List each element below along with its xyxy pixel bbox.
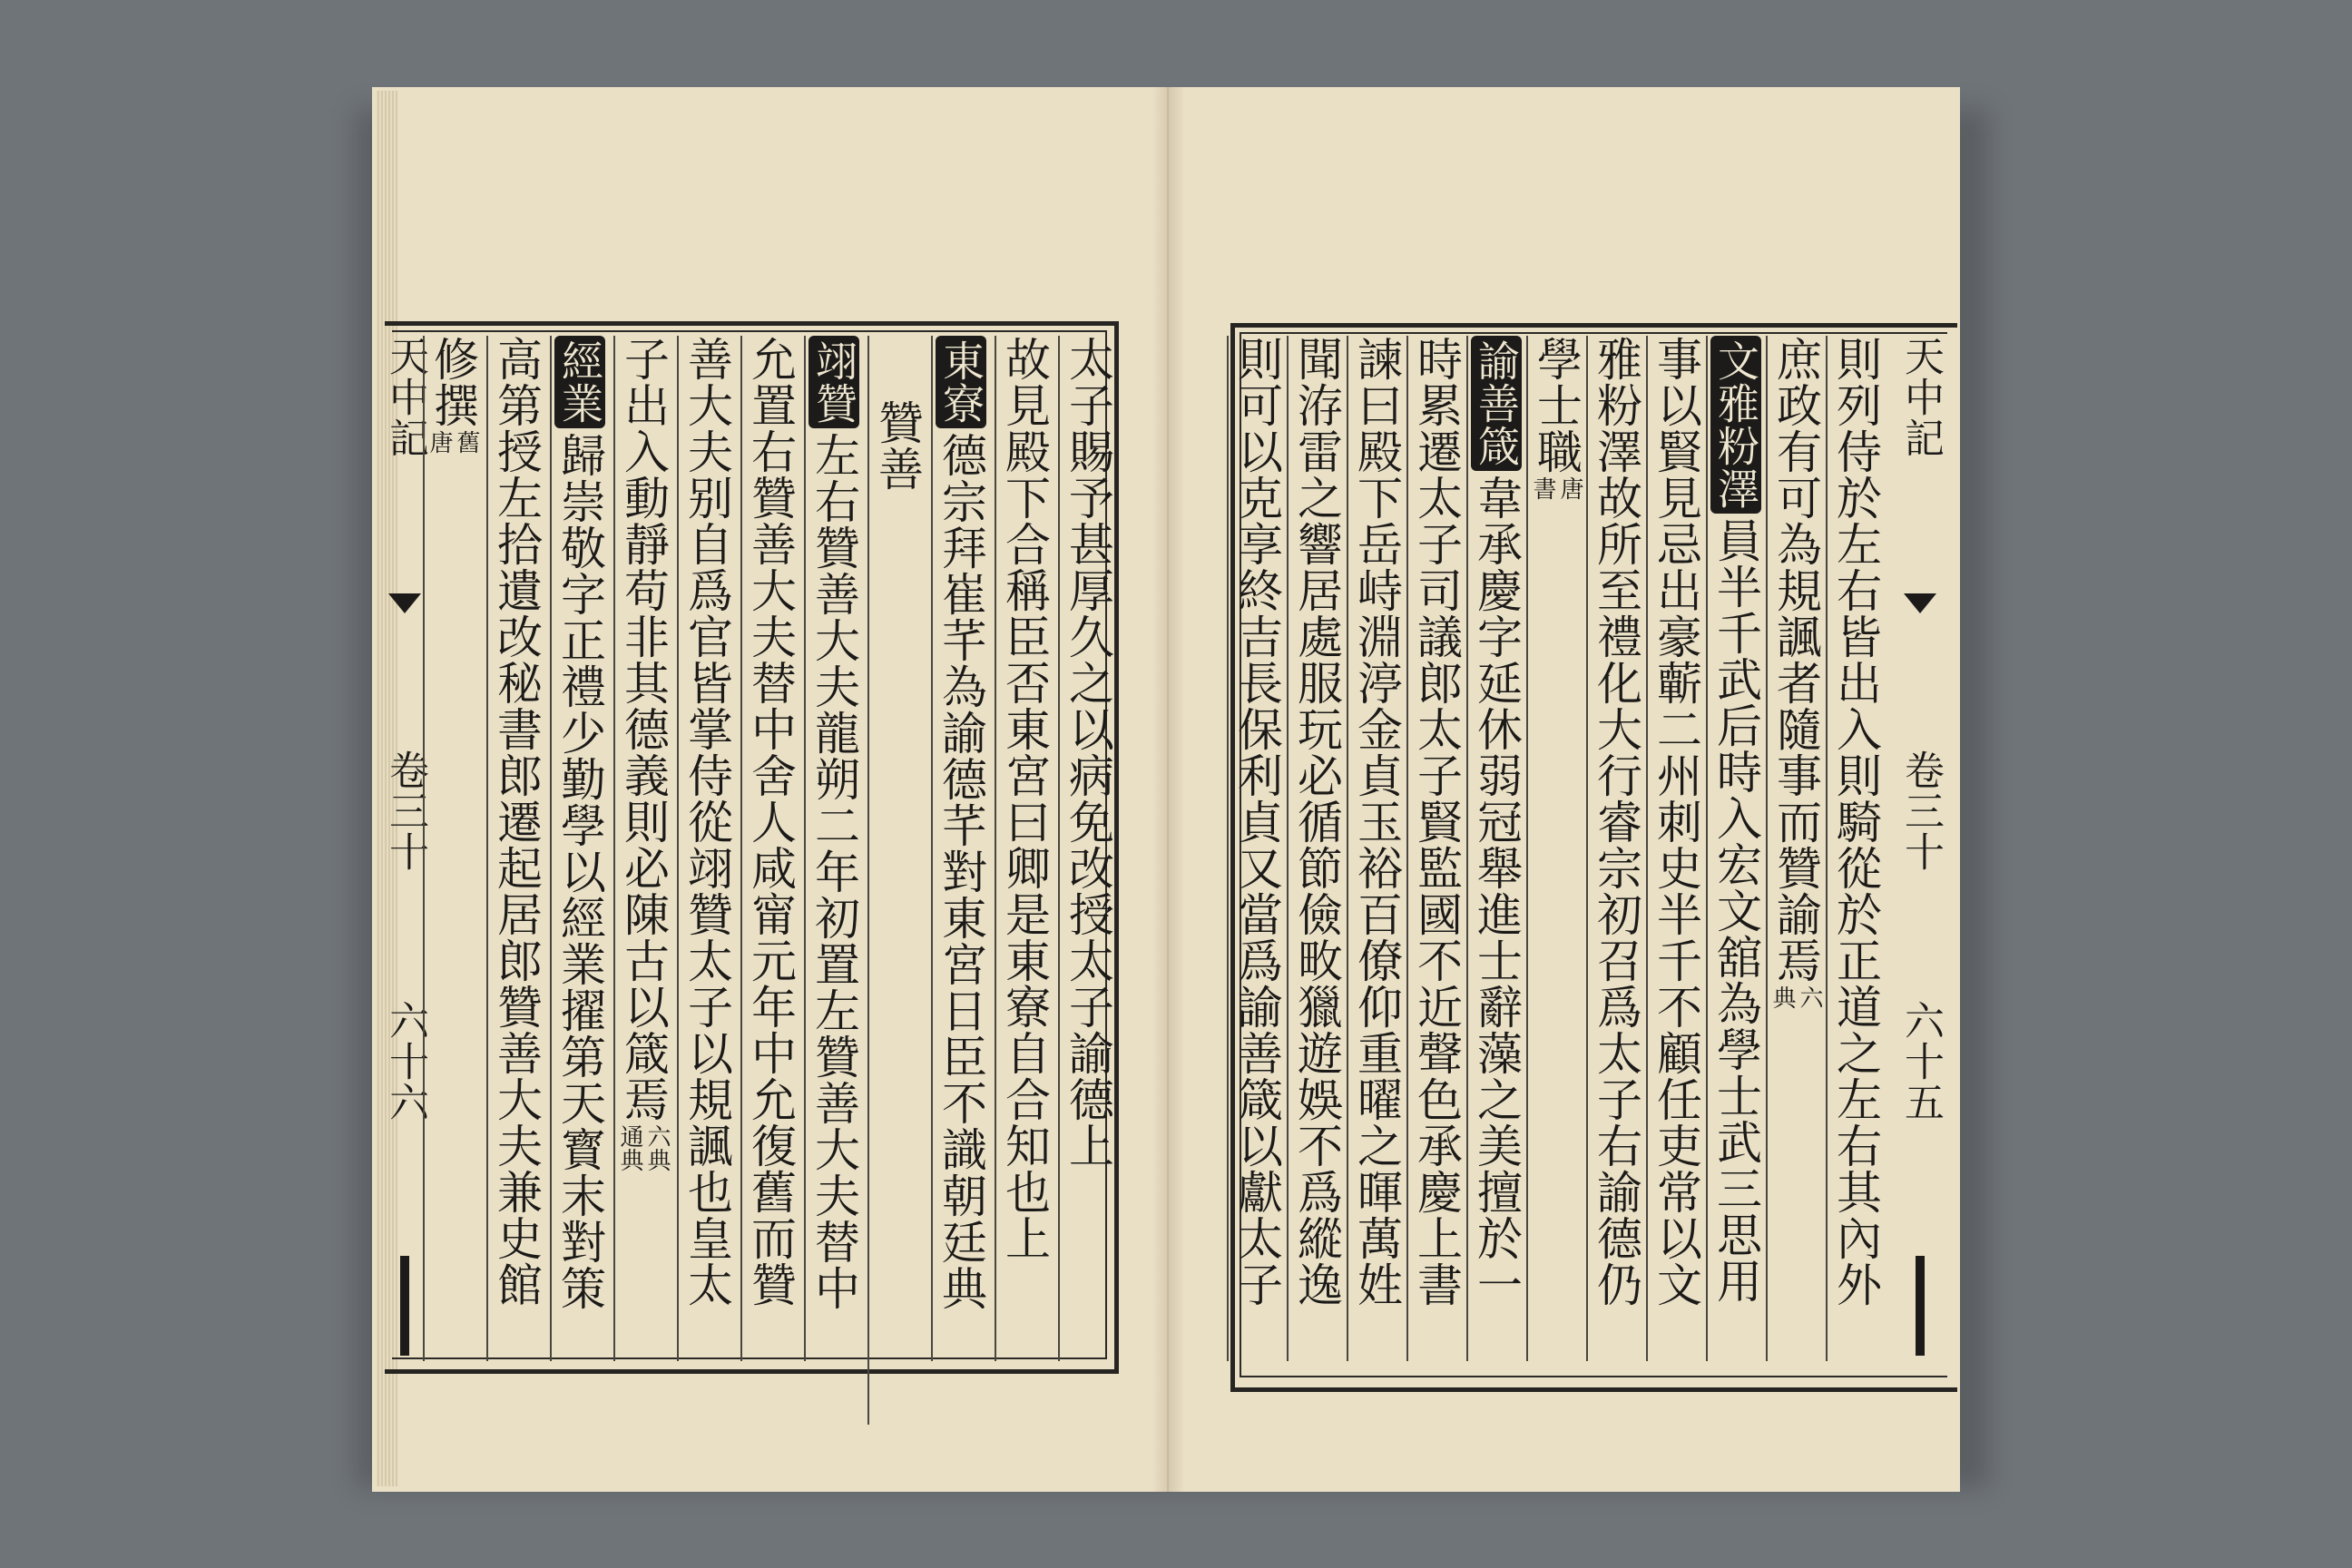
right-block-heart xyxy=(1887,336,1953,1361)
column-text: 則可以克享終吉長保利貞又當爲諭善箴以獻太子 xyxy=(1230,336,1283,1308)
entry-heading-text: 經業 xyxy=(555,339,604,425)
right_page-column xyxy=(1406,336,1465,1361)
right_page-column xyxy=(1347,336,1405,1361)
right_page-column xyxy=(1466,336,1524,1361)
column-text: 德宗拜崔芊為諭德芊對東宮日臣不識朝廷典 xyxy=(935,432,987,1311)
right-black-bar xyxy=(1916,1256,1925,1356)
right_page-column xyxy=(1826,336,1884,1361)
entry-heading-tag xyxy=(554,336,605,428)
column-text: 高第授左拾遺改秘書郎遷起居郎贊善大夫兼史館 xyxy=(490,336,543,1308)
column-text: 庶政有可為規諷者隨事而贊諭焉 xyxy=(1769,336,1822,984)
left-black-bar xyxy=(400,1256,409,1356)
entry-heading-text: 諭善箴 xyxy=(1472,339,1521,467)
source-note-text: 舊 xyxy=(453,430,480,454)
entry-heading-tag xyxy=(1710,336,1761,514)
left-center-title: 天中記 xyxy=(382,336,428,458)
entry-heading-text: 東寮 xyxy=(936,339,985,425)
right_page-column xyxy=(1526,336,1584,1361)
left_page-column xyxy=(486,336,544,1361)
column-text: 子出入動靜苟非其德義則必陳古以箴焉 xyxy=(617,336,670,1122)
source-note-text: 唐 xyxy=(1556,476,1583,500)
left_page-column xyxy=(677,336,735,1361)
column-text: 則列侍於左右皆出入則騎從於正道之左右其內外 xyxy=(1829,336,1882,1308)
source-note-text: 唐 xyxy=(426,430,453,454)
entry-heading-text: 翊贊 xyxy=(809,339,858,425)
right-center-title: 天中記 xyxy=(1897,336,1944,458)
column-text: 學士職 xyxy=(1530,336,1583,475)
column-text: 時累遷太子司議郎太子賢監國不近聲色承慶上書 xyxy=(1410,336,1463,1308)
column-text: 韋承慶字延休弱冠舉進士辭藻之美擅於一 xyxy=(1470,475,1523,1308)
left_page-column xyxy=(804,336,862,1361)
column-text: 允置右贊善大夫替中舍人咸甯元年中允復舊而贊 xyxy=(744,336,797,1308)
column-text: 修撰 xyxy=(426,336,479,428)
column-text: 故見殿下合稱臣否東宮曰卿是東寮自合知也上 xyxy=(998,336,1051,1261)
entry-heading-tag xyxy=(808,336,859,428)
left-center-page: 六十六 xyxy=(382,999,428,1122)
left_page-column xyxy=(867,336,926,1425)
left_page-column xyxy=(613,336,671,1361)
right_page-column xyxy=(1287,336,1345,1361)
entry-heading-tag xyxy=(1471,336,1522,471)
column-text: 諫曰殿下岳峙淵渟金貞玉裕百僚仰重曜之暉萬姓 xyxy=(1350,336,1403,1308)
left_page-column xyxy=(1058,336,1116,1361)
column-text: 聞洊雷之響居處服玩必循節儉畋獵遊娛不爲縱逸 xyxy=(1290,336,1343,1308)
entry-heading-tag xyxy=(936,336,986,428)
left_page-column xyxy=(995,336,1053,1361)
right-fish-tail-mark xyxy=(1904,593,1936,613)
source-note-text: 典 xyxy=(1769,985,1796,1009)
source-note xyxy=(617,1124,670,1171)
source-note xyxy=(1530,476,1583,500)
column-text: 歸崇敬字正禮少勤學以經業擢第天寳末對策 xyxy=(554,432,606,1311)
column-text: 員半千武后時入宏文舘為學士武三思用 xyxy=(1710,517,1762,1304)
right-center-volume: 卷三十 xyxy=(1897,749,1944,872)
left-center-volume: 卷三十 xyxy=(382,749,428,872)
source-note-text: 書 xyxy=(1529,476,1556,500)
right-center-page: 六十五 xyxy=(1897,999,1944,1122)
right_page-column xyxy=(1586,336,1644,1361)
column-text: 雅粉澤故所至禮化大行睿宗初召爲太子右諭德仍 xyxy=(1590,336,1642,1308)
left_page-column xyxy=(931,336,989,1361)
source-note-text: 六 xyxy=(1796,985,1823,1009)
column-text: 善大夫别自爲官皆掌侍從翊贊太子以規諷也皇太 xyxy=(681,336,733,1308)
right_page-column xyxy=(1646,336,1704,1361)
right_page-column xyxy=(1227,336,1285,1361)
source-note-text: 通典 xyxy=(616,1124,643,1171)
left_page-column xyxy=(550,336,608,1361)
source-note xyxy=(1769,985,1822,1009)
column-text: 左右贊善大夫龍朔二年初置左贊善大夫替中 xyxy=(808,432,860,1311)
book-gutter xyxy=(1152,87,1185,1492)
column-text: 太子賜予甚厚久之以病免改授太子諭德上 xyxy=(1062,336,1114,1169)
right_page-column xyxy=(1706,336,1764,1361)
column-text: 事以賢見忌出豪蘄二州刺史半千不顧任吏常以文 xyxy=(1650,336,1702,1308)
left_page-column xyxy=(423,336,481,1361)
left_page-column xyxy=(740,336,799,1361)
source-note xyxy=(426,430,479,454)
source-note-text: 六典 xyxy=(643,1124,671,1171)
left-fish-tail-mark xyxy=(388,593,421,613)
column-text: 贊善 xyxy=(871,399,924,492)
right_page-column xyxy=(1766,336,1824,1361)
entry-heading-text: 文雅粉澤 xyxy=(1711,339,1760,510)
